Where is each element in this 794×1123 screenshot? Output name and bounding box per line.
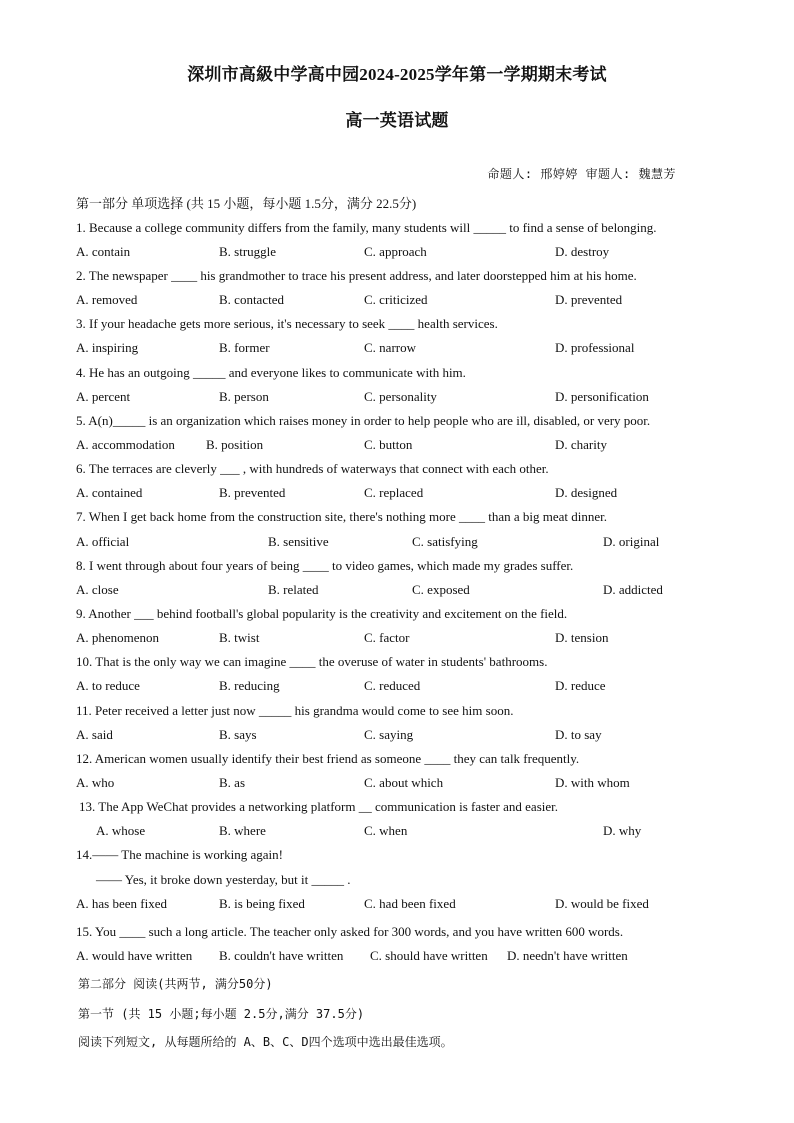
answer-option[interactable]: B. related [268,582,319,597]
answer-option[interactable]: A. close [76,582,119,597]
answer-option[interactable]: B. where [219,823,266,838]
answer-option[interactable]: D. destroy [555,244,610,259]
answer-option[interactable]: D. personification [555,389,649,404]
part1-heading: 第一部分 单项选择 (共 15 小题，每小题 1.5分，满分 22.5分) [76,196,417,211]
question-stem: 6. The terraces are cleverly ___ , with hundreds of waterways that connect with each other. [76,461,549,476]
answer-option[interactable]: B. says [219,727,257,742]
answer-option[interactable]: A. inspiring [76,340,139,355]
answer-option[interactable]: B. sensitive [268,534,329,549]
answer-option[interactable]: B. reducing [219,678,280,693]
question-stem: 1. Because a college community differs from the family, many students will _____ to find a sense of belonging. [76,220,657,235]
answer-option[interactable]: B. as [219,775,245,790]
answer-option[interactable]: A. contain [76,244,131,259]
answer-option[interactable]: C. when [364,823,408,838]
exam-subtitle: 高一英语试题 [345,111,449,130]
answer-option[interactable]: D. to say [555,727,602,742]
answer-option[interactable]: A. percent [76,389,131,404]
answer-option[interactable]: C. button [364,437,413,452]
part2-section1-heading: 第一节 (共 15 小题;每小题 2.5分,满分 37.5分) [78,1007,365,1021]
answer-option[interactable]: B. is being fixed [219,896,305,911]
question-stem-reply: —— Yes, it broke down yesterday, but it _____ . [96,872,351,887]
question-stem: 8. I went through about four years of being ____ to video games, which made my grades suffer. [76,558,574,573]
answer-option[interactable]: C. replaced [364,485,424,500]
answer-option[interactable]: A. official [76,534,130,549]
answer-option[interactable]: C. personality [364,389,437,404]
answer-option[interactable]: D. charity [555,437,607,452]
answer-option[interactable]: A. removed [76,292,138,307]
question-stem: 10. That is the only way we can imagine ____ the overuse of water in students' bathrooms. [76,654,548,669]
answer-option[interactable]: C. reduced [364,678,421,693]
question-stem: 4. He has an outgoing _____ and everyone likes to communicate with him. [76,365,466,380]
answer-option[interactable]: D. designed [555,485,618,500]
answer-option[interactable]: C. had been fixed [364,896,456,911]
answer-option[interactable]: D. why [603,823,642,838]
answer-option[interactable]: D. original [603,534,660,549]
question-stem: 3. If your headache gets more serious, it's necessary to seek ____ health services. [76,316,498,331]
answer-option[interactable]: A. whose [96,823,146,838]
question-stem: 9. Another ___ behind football's global popularity is the creativity and excitement on the field. [76,606,568,621]
answer-option[interactable]: A. said [76,727,113,742]
answer-option[interactable]: D. tension [555,630,609,645]
answer-option[interactable]: C. factor [364,630,410,645]
part2-heading: 第二部分 阅读(共两节, 满分50分) [78,977,273,991]
question-stem: 7. When I get back home from the construction site, there's nothing more ____ than a big meat dinner. [76,509,607,524]
answer-option[interactable]: A. who [76,775,115,790]
answer-option[interactable]: D. needn't have written [507,948,628,963]
exam-title: 深圳市高級中学高中园2024-2025学年第一学期期末考试 [187,65,607,84]
answer-option[interactable]: C. satisfying [412,534,478,549]
answer-option[interactable]: B. position [206,437,264,452]
question-stem: 13. The App WeChat provides a networking platform __ communication is faster and easier. [79,799,559,814]
answer-option[interactable]: A. would have written [76,948,193,963]
answer-option[interactable]: D. prevented [555,292,623,307]
answer-option[interactable]: D. addicted [603,582,663,597]
answer-option[interactable]: D. professional [555,340,635,355]
answer-option[interactable]: C. saying [364,727,414,742]
answer-option[interactable]: B. person [219,389,269,404]
answer-option[interactable]: B. former [219,340,270,355]
question-stem: 2. The newspaper ____ his grandmother to trace his present address, and later doorstepped him at his home. [76,268,637,283]
part2-instruction: 阅读下列短文, 从每题所给的 A、B、C、D四个选项中选出最佳选项。 [78,1035,453,1049]
question-stem: 12. American women usually identify their best friend as someone ____ they can talk frequently. [76,751,580,766]
answer-option[interactable]: B. contacted [219,292,284,307]
answer-option[interactable]: B. prevented [219,485,286,500]
answer-option[interactable]: A. to reduce [76,678,140,693]
answer-option[interactable]: A. accommodation [76,437,175,452]
answer-option[interactable]: B. struggle [219,244,277,259]
answer-option[interactable]: B. couldn't have written [219,948,344,963]
answer-option[interactable]: C. about which [364,775,444,790]
answer-option[interactable]: D. reduce [555,678,606,693]
answer-option[interactable]: A. contained [76,485,143,500]
question-stem: 15. You ____ such a long article. The teacher only asked for 300 words, and you have written 600 words. [76,924,624,939]
question-stem: 14.—— The machine is working again! [76,847,283,862]
answer-option[interactable]: C. should have written [370,948,488,963]
answer-option[interactable]: A. phenomenon [76,630,160,645]
answer-option[interactable]: B. twist [219,630,260,645]
question-stem: 5. A(n)_____ is an organization which raises money in order to help people who are ill, disabled, or very poor. [76,413,651,428]
answer-option[interactable]: C. approach [364,244,427,259]
answer-option[interactable]: C. exposed [412,582,470,597]
answer-option[interactable]: C. criticized [364,292,428,307]
answer-option[interactable]: D. would be fixed [555,896,649,911]
authors-line: 命题人: 邢婷婷 审题人: 魏慧芳 [487,167,676,181]
answer-option[interactable]: A. has been fixed [76,896,167,911]
question-stem: 11. Peter received a letter just now _____ his grandma would come to see him soon. [76,703,514,718]
answer-option[interactable]: C. narrow [364,340,416,355]
answer-option[interactable]: D. with whom [555,775,630,790]
